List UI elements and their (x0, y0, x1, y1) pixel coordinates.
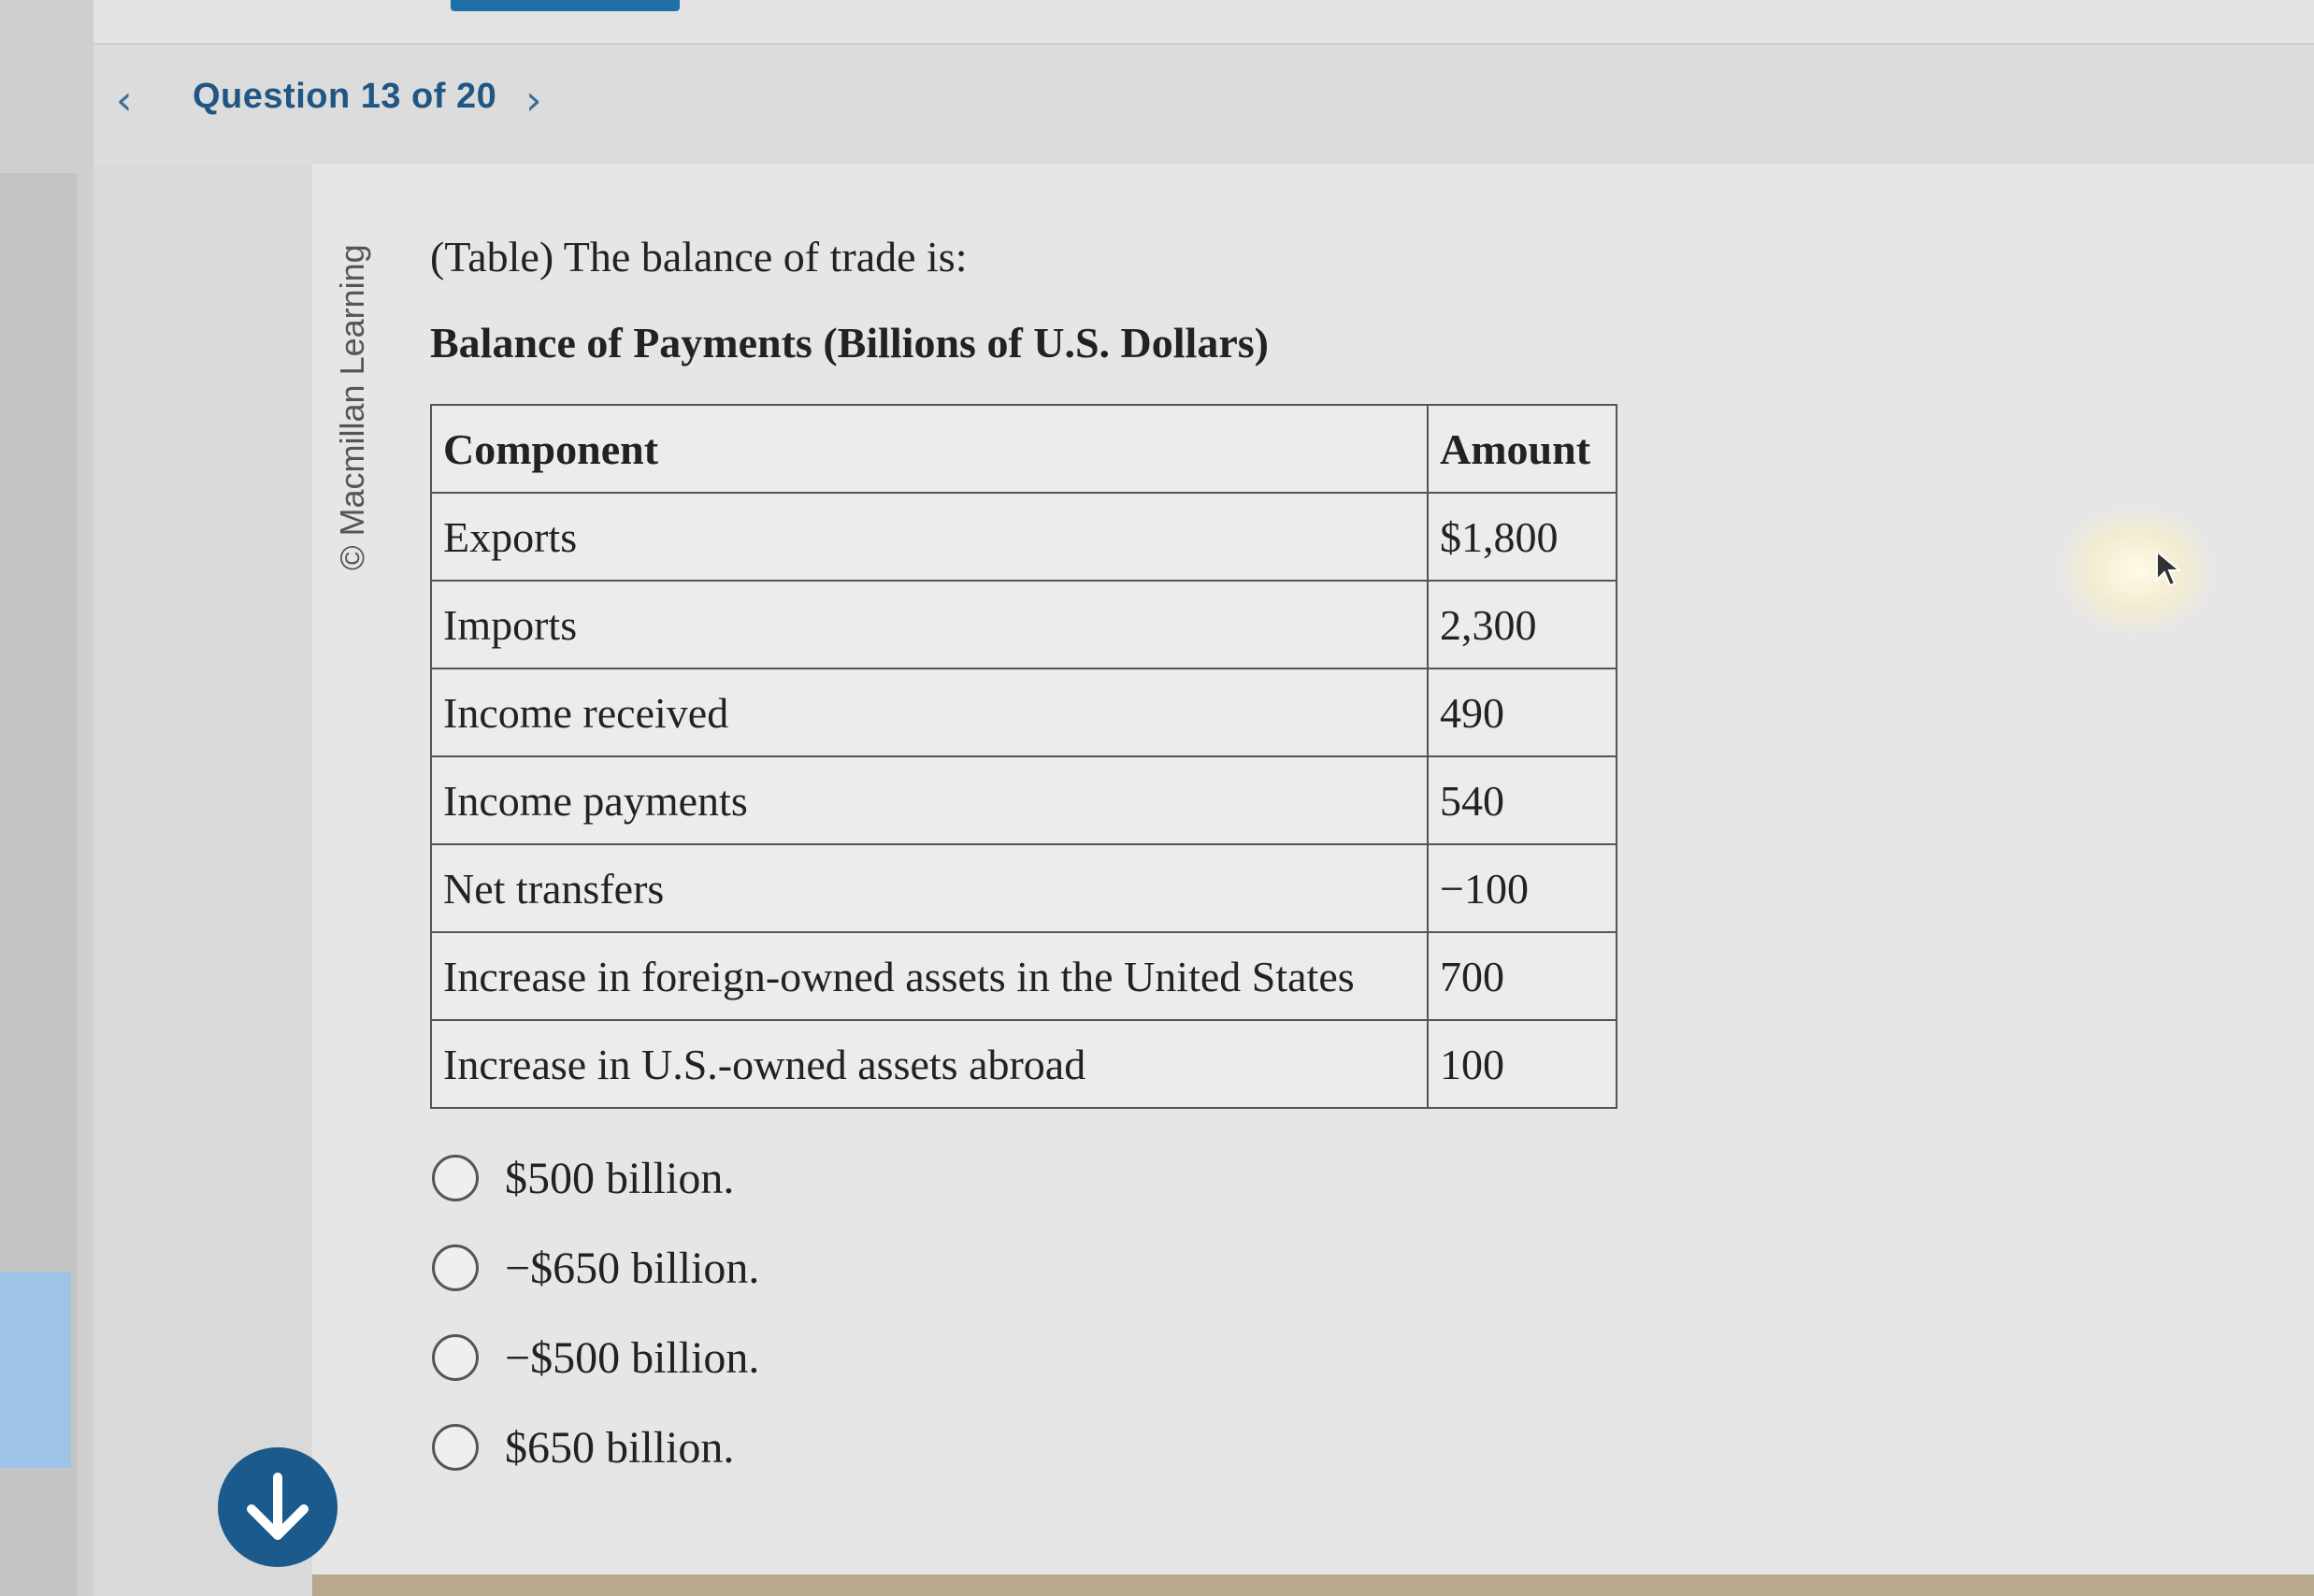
answer-option-label[interactable]: −$650 billion. (505, 1243, 760, 1293)
left-highlight-panel[interactable] (0, 1272, 71, 1468)
column-header-component: Component (431, 405, 1428, 493)
balance-of-payments-table (430, 404, 1617, 1109)
amount-cell: 2,300 (1428, 581, 1617, 669)
column-header-amount: Amount (1428, 405, 1617, 493)
amount-cell: $1,800 (1428, 493, 1617, 581)
top-strip (0, 0, 2314, 45)
radio-button[interactable] (432, 1155, 479, 1201)
table-row (431, 932, 1617, 1020)
radio-button[interactable] (432, 1424, 479, 1471)
answer-option[interactable] (432, 1133, 759, 1223)
question-counter: Question 13 of 20 (193, 77, 497, 116)
answer-option-label[interactable]: −$500 billion. (505, 1332, 760, 1383)
component-cell: Exports (431, 493, 1428, 581)
amount-cell: 490 (1428, 669, 1617, 756)
table-row (431, 581, 1617, 669)
component-cell: Increase in U.S.-owned assets abroad (431, 1020, 1428, 1108)
table-row (431, 756, 1617, 844)
copyright-label: © Macmillan Learning (333, 244, 371, 570)
component-cell: Income received (431, 669, 1428, 756)
table-header-row (431, 405, 1617, 493)
table-title: Balance of Payments (Billions of U.S. Dollars) (430, 319, 1269, 367)
table-row (431, 844, 1617, 932)
screen-glare (2057, 505, 2216, 636)
amount-cell: 540 (1428, 756, 1617, 844)
amount-cell: 700 (1428, 932, 1617, 1020)
radio-button[interactable] (432, 1244, 479, 1291)
table-row (431, 1020, 1617, 1108)
answer-options (432, 1133, 759, 1492)
scroll-down-button[interactable] (218, 1447, 338, 1567)
amount-cell: −100 (1428, 844, 1617, 932)
radio-button[interactable] (432, 1334, 479, 1381)
component-cell: Income payments (431, 756, 1428, 844)
answer-option-label[interactable]: $500 billion. (505, 1153, 735, 1203)
amount-cell: 100 (1428, 1020, 1617, 1108)
answer-option-label[interactable]: $650 billion. (505, 1422, 735, 1473)
component-cell: Increase in foreign-owned assets in the United States (431, 932, 1428, 1020)
chevron-right-icon[interactable]: › (525, 77, 542, 124)
table-row (431, 493, 1617, 581)
question-prompt: (Table) The balance of trade is: (430, 233, 968, 280)
desk-edge (312, 1574, 2314, 1596)
component-cell: Net transfers (431, 844, 1428, 932)
answer-option[interactable] (432, 1402, 759, 1492)
top-accent-bar (451, 0, 680, 11)
answer-option[interactable] (432, 1223, 759, 1313)
chevron-left-icon[interactable]: ‹ (116, 77, 133, 124)
table-row (431, 669, 1617, 756)
mouse-cursor-icon (2155, 550, 2183, 587)
arrow-down-icon (218, 1447, 338, 1567)
answer-option[interactable] (432, 1313, 759, 1402)
component-cell: Imports (431, 581, 1428, 669)
